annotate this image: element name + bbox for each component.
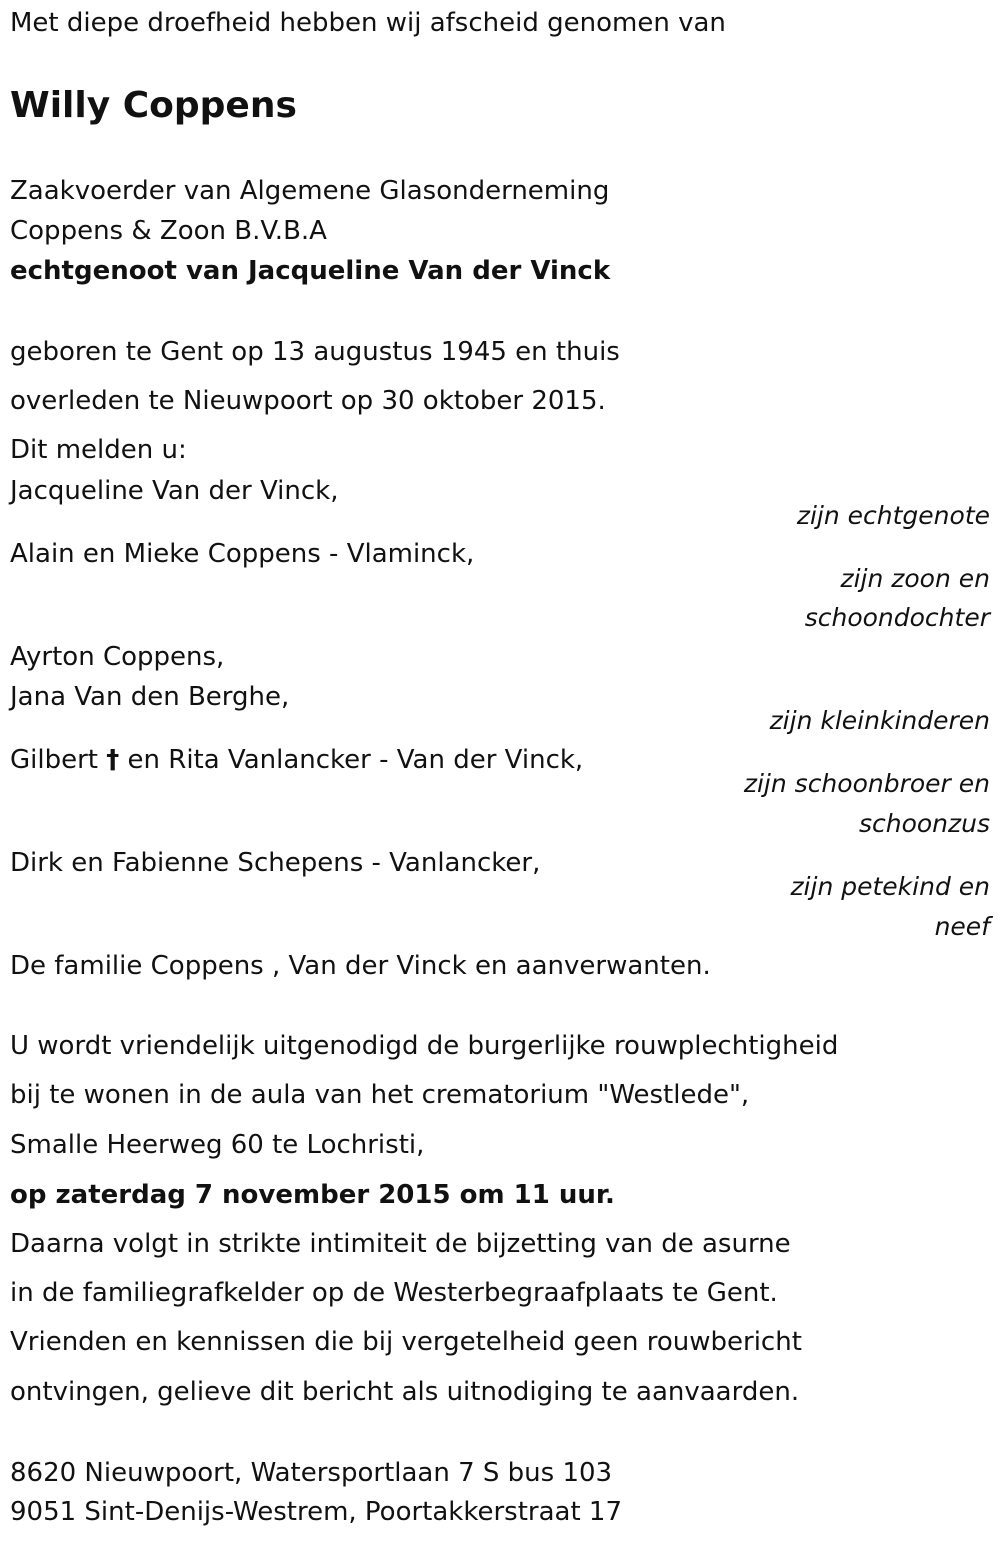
family-name: Dirk en Fabienne Schepens - Vanlancker, (10, 848, 541, 878)
ceremony-text: in de familiegrafkelder op de Westerbegraafplaats te Gent. (10, 1278, 778, 1308)
occupation-line-2: Coppens & Zoon B.V.B.A (10, 216, 327, 246)
family-name (10, 745, 583, 776)
ceremony-date: op zaterdag 7 november 2015 om 11 uur. (10, 1180, 615, 1210)
family-name: Jana Van den Berghe, (10, 682, 290, 712)
family-relation: zijn echtgenote (796, 501, 990, 530)
family-name-part: en Rita Vanlancker - Van der Vinck, (127, 745, 584, 775)
family-name-part: Gilbert (10, 745, 98, 775)
family-relation: schoonzus (858, 809, 990, 838)
family-relation: zijn zoon en (840, 564, 990, 593)
ceremony-text: U wordt vriendelijk uitgenodigd de burgerlijke rouwplechtigheid (10, 1031, 839, 1061)
death-line: overleden te Nieuwpoort op 30 oktober 2015. (10, 386, 606, 416)
ceremony-text: bij te wonen in de aula van het crematorium "Westlede", (10, 1080, 750, 1110)
family-relation: zijn schoonbroer en (743, 769, 990, 798)
address-line: 9051 Sint-Denijs-Westrem, Poortakkerstraat 17 (10, 1497, 623, 1527)
ceremony-text: ontvingen, gelieve dit bericht als uitnodiging te aanvaarden. (10, 1377, 800, 1407)
deceased-name: Willy Coppens (10, 85, 297, 126)
occupation-line-1: Zaakvoerder van Algemene Glasonderneming (10, 176, 610, 206)
family-relation: neef (934, 912, 990, 941)
family-name: Ayrton Coppens, (10, 642, 225, 672)
address-line: 8620 Nieuwpoort, Watersportlaan 7 S bus 103 (10, 1458, 613, 1488)
ceremony-text: Daarna volgt in strikte intimiteit de bijzetting van de asurne (10, 1229, 791, 1259)
family-relation: zijn petekind en (790, 872, 990, 901)
spouse-line: echtgenoot van Jacqueline Van der Vinck (10, 256, 611, 286)
family-name: Alain en Mieke Coppens - Vlaminck, (10, 539, 475, 569)
ceremony-text: Smalle Heerweg 60 te Lochristi, (10, 1130, 425, 1160)
family-relation: zijn kleinkinderen (769, 706, 990, 735)
birth-line: geboren te Gent op 13 augustus 1945 en thuis (10, 337, 620, 367)
cross-icon: † (106, 745, 120, 775)
intro-text: Met diepe droefheid hebben wij afscheid genomen van (10, 8, 726, 38)
family-relation: schoondochter (804, 603, 990, 632)
ceremony-text: Vrienden en kennissen die bij vergetelheid geen rouwbericht (10, 1327, 802, 1357)
family-general: De familie Coppens , Van der Vinck en aanverwanten. (10, 951, 711, 981)
announce-header: Dit melden u: (10, 435, 187, 465)
family-name: Jacqueline Van der Vinck, (10, 476, 339, 506)
